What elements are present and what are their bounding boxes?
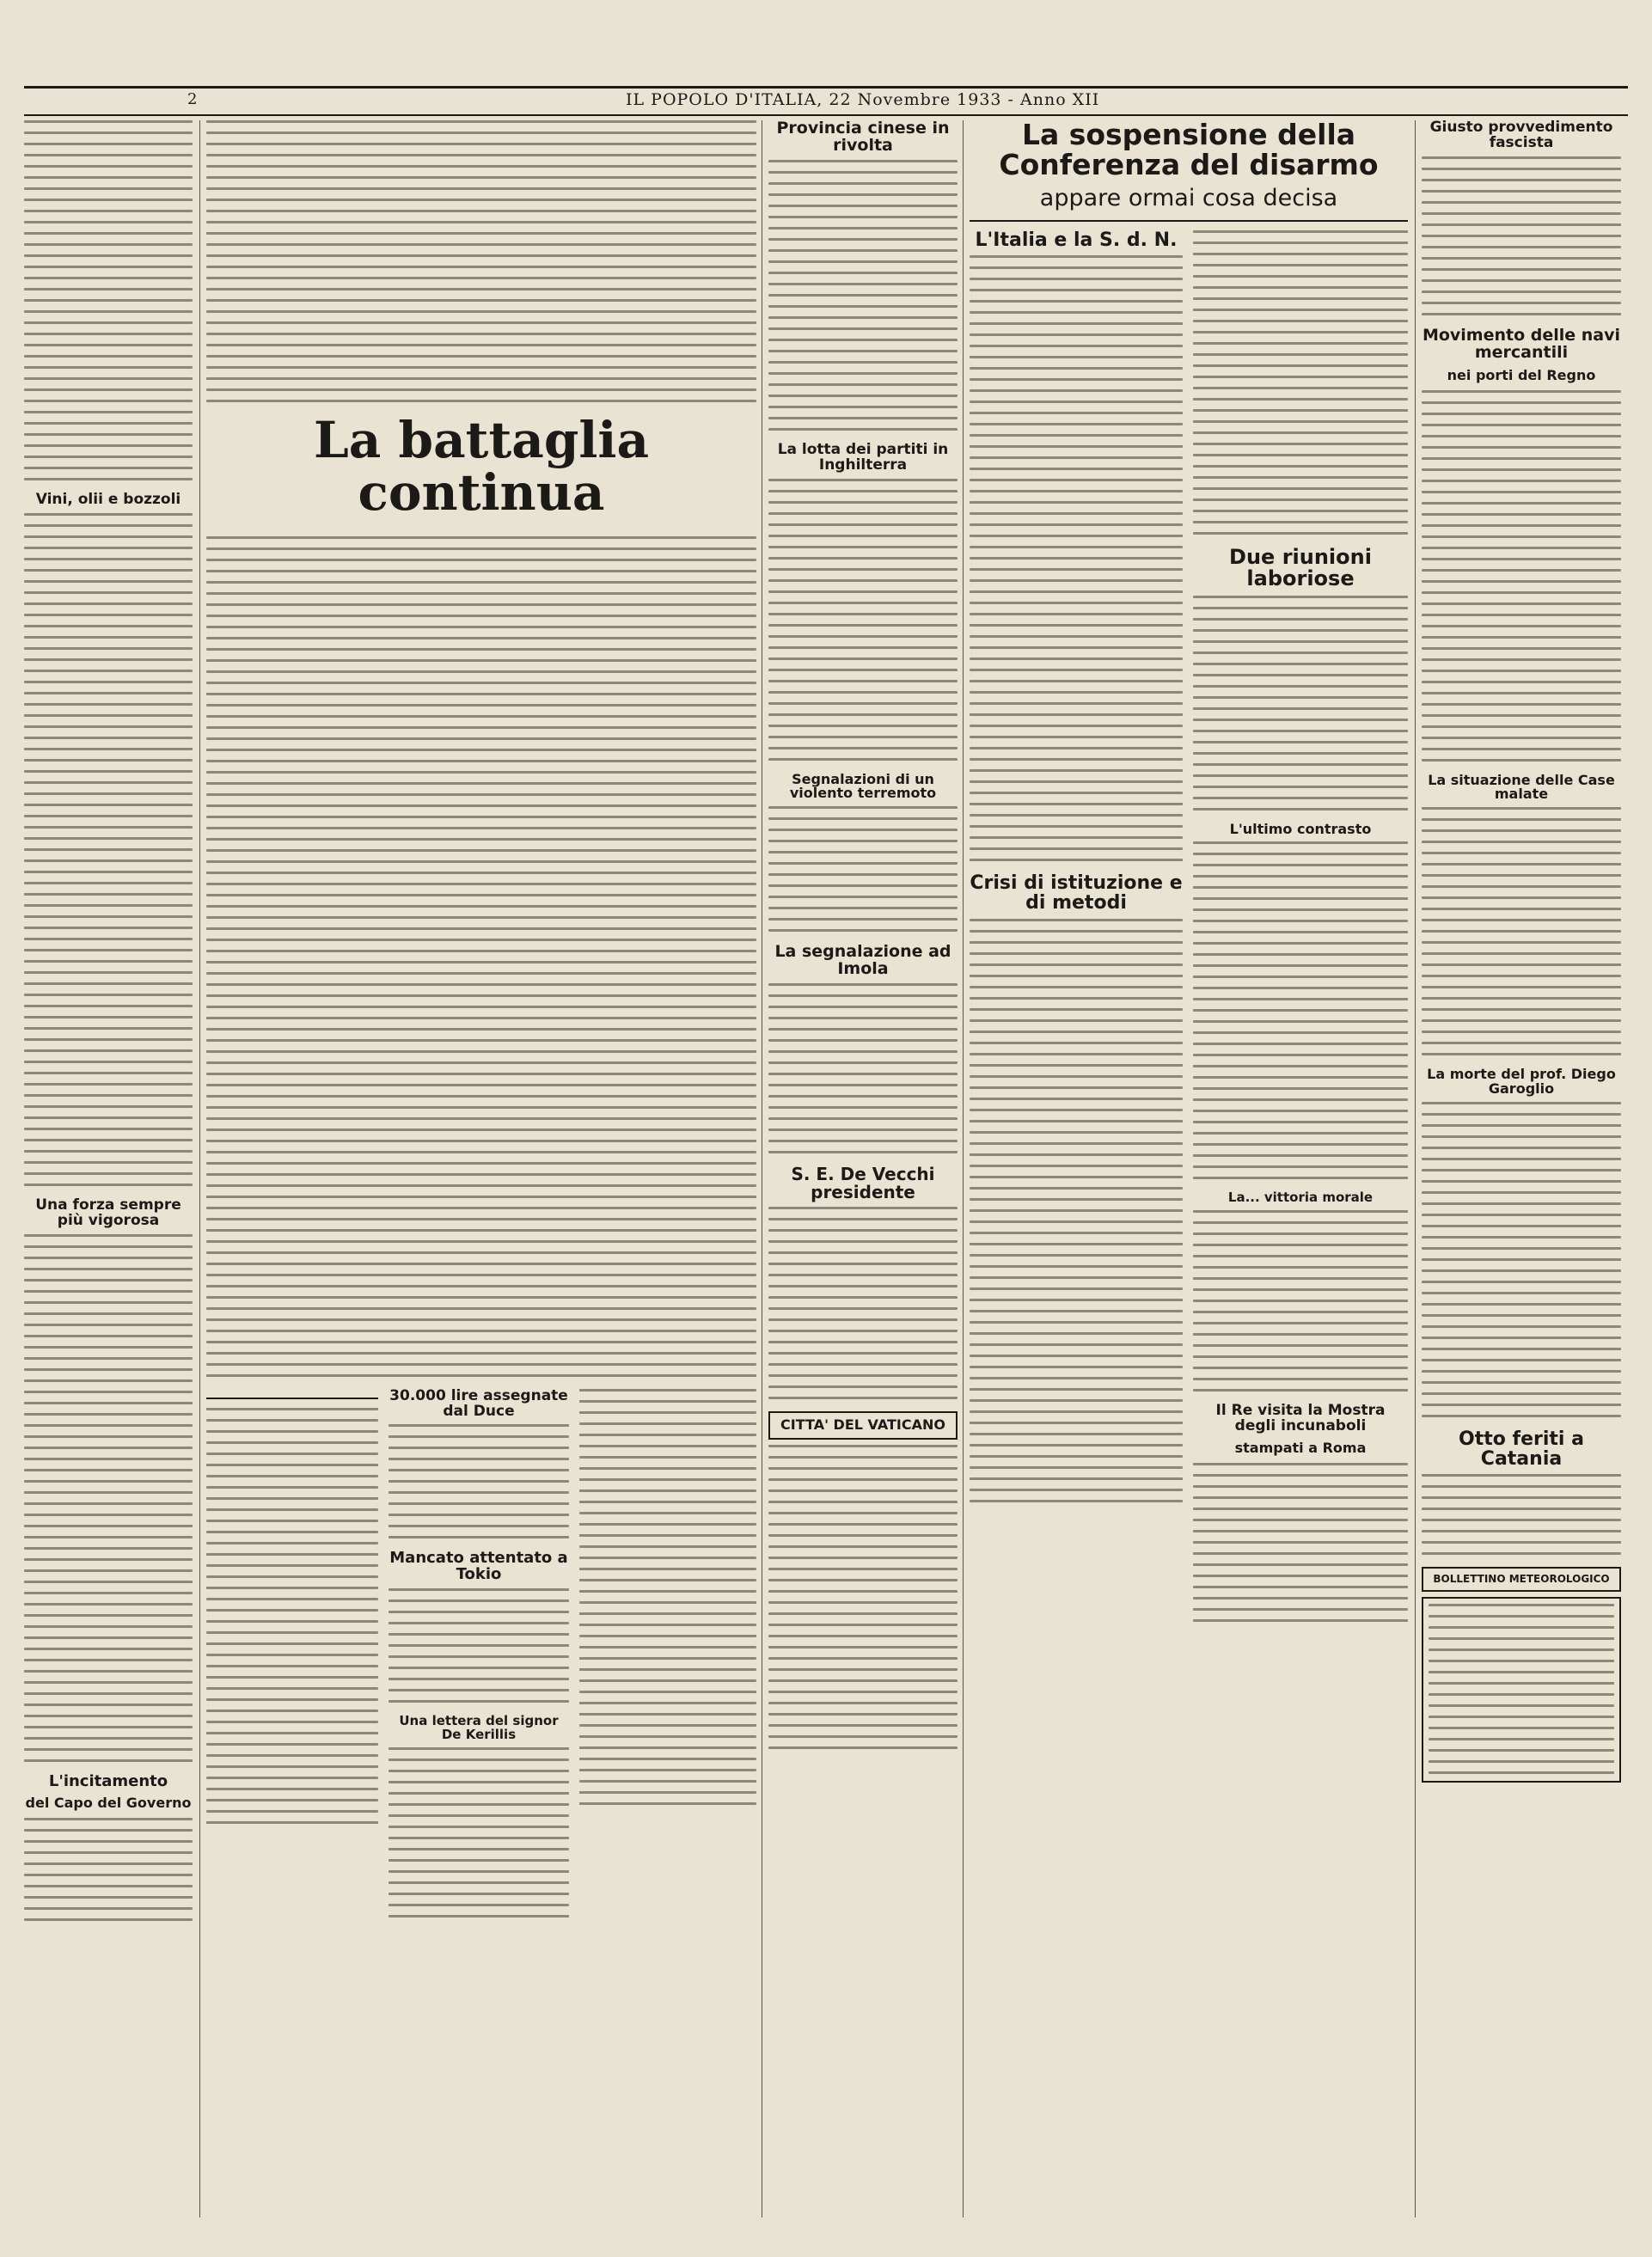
column-rule (199, 120, 200, 2217)
weather-table (1422, 1597, 1621, 1783)
headline-una-forza: Una forza sempre più vigorosa (35, 1196, 181, 1229)
column-9 (1422, 120, 1621, 2217)
headline-segnalazioni-terremoto: Segnalazioni di un violento terremoto (789, 770, 937, 802)
headline-lotta-partiti: La lotta dei partiti in Inghilterra (777, 440, 949, 474)
subhead-conferenza: appare ormai cosa decisa (1039, 185, 1338, 212)
masthead-title: IL POPOLO D'ITALIA, 22 Novembre 1933 - Anno XII (626, 90, 1100, 109)
headline-vini-olii: Vini, olii e bozzoli (35, 491, 181, 508)
page-number: 2 (187, 90, 198, 108)
subhead-re-mostra: stampati a Roma (1234, 1439, 1367, 1456)
newspaper-page (24, 34, 1628, 2235)
column-rule (963, 120, 964, 2217)
columns-2-4 (206, 120, 756, 2217)
headline-bollettino: BOLLETTINO METEOROLOGICO (1422, 1567, 1621, 1592)
headline-assegnate: 30.000 lire assegnate dal Duce (389, 1386, 568, 1420)
headline-case-malate: La situazione delle Case malate (1428, 771, 1615, 803)
headline-movimento-navi: Movimento delle navi mercantili (1422, 325, 1621, 362)
headline-lettera-kerillis: Una lettera del signor De Kerillis (399, 1713, 559, 1742)
headline-vittoria-morale: La... vittoria morale (1227, 1190, 1374, 1206)
column-rule (1415, 120, 1416, 2217)
headline-de-vecchi: S. E. De Vecchi presidente (791, 1164, 935, 1203)
headline-morte-garoglio: La morte del prof. Diego Garoglio (1427, 1066, 1616, 1097)
headline-due-riunioni: Due riunioni laboriose (1229, 545, 1372, 591)
headline-italia-sdn: L'Italia e la S. d. N. (975, 229, 1178, 252)
subhead-movimento-navi: nei porti del Regno (1447, 366, 1596, 383)
headline-giusto-provvedimento: Giusto provvedimento fascista (1429, 119, 1613, 151)
headline-conferenza: La sospensione della Conferenza del disarmo (999, 118, 1379, 181)
headline-battaglia: La battaglia continua (313, 411, 650, 522)
headline-provincia-cinese: Provincia cinese in rivolta (776, 119, 950, 155)
headline-mancato-attentato: Mancato attentato a Tokio (389, 1549, 568, 1584)
subhead-incitamento: del Capo del Governo (25, 1795, 192, 1812)
headline-crisi: Crisi di istituzione e di metodi (970, 872, 1183, 914)
headline-incitamento: L'incitamento (48, 1771, 168, 1790)
headline-segnalazione-imola: La segnalazione ad Imola (774, 942, 951, 979)
headline-otto-feriti: Otto feriti a Catania (1459, 1428, 1584, 1470)
headline-citta-vaticano: CITTA' DEL VATICANO (768, 1411, 958, 1440)
columns-6-8 (970, 120, 1408, 2217)
headline-re-mostra: Il Re visita la Mostra degli incunaboli (1215, 1402, 1386, 1435)
headline-ultimo-contrasto: L'ultimo contrasto (1229, 820, 1372, 837)
column-1 (24, 120, 193, 2217)
masthead (24, 86, 1628, 116)
column-5 (768, 120, 958, 2217)
